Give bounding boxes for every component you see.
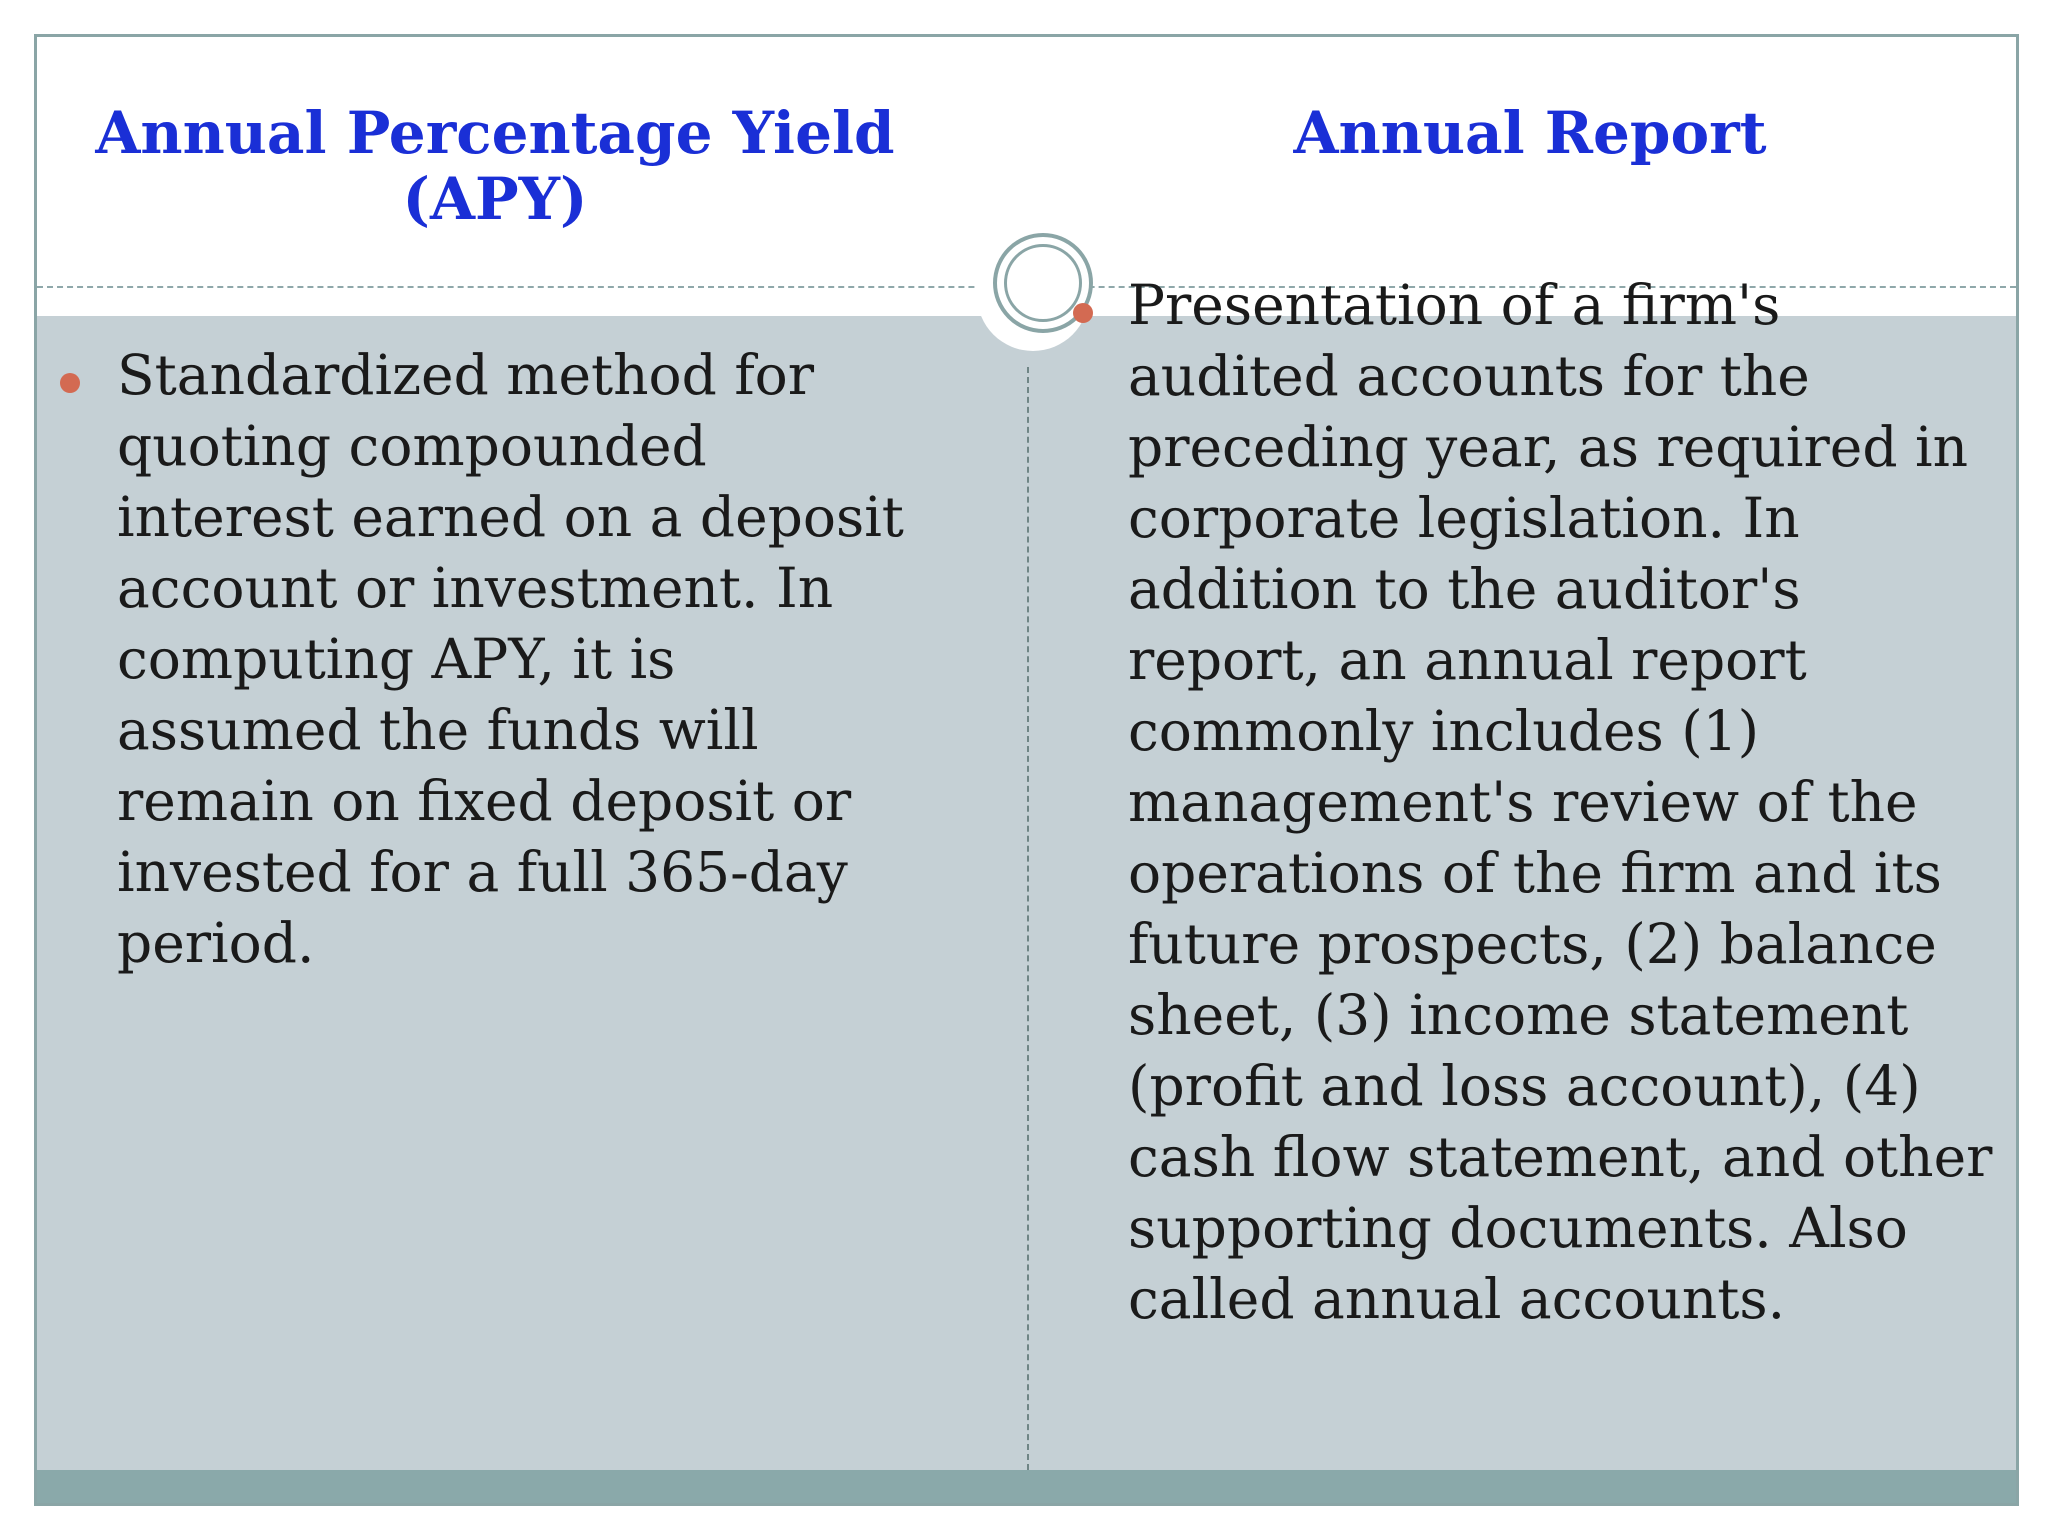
right-bullet-list [1128,270,1998,1335]
column-divider-line [1027,367,1029,1470]
bullet-circle-icon [60,373,80,393]
slide-footer-band [37,1470,2016,1506]
left-bullet-text: Standardized method for quoting compounded interest earned on a deposit account or investment. In computing APY, it is assumed the funds will remain on fixed deposit or invested for a full 365-day period. [117,343,904,975]
left-bullet-list [117,340,937,979]
bullet-circle-icon [1073,303,1093,323]
inner-ring-icon [1004,244,1082,322]
right-column-heading: Annual Report [1293,99,1767,167]
right-bullet-text: Presentation of a firm's audited accounts for the preceding year, as required in corporate legislation. In addition to the auditor's report, an annual report commonly includes (1) management's review of the operations of the firm and its future prospects, (2) balance sheet, (3) income statement (profit and loss account), (4) cash flow statement, and other supporting documents. Also called annual accounts. [1128,273,1993,1331]
left-column-heading: Annual Percentage Yield (APY) [95,99,895,233]
